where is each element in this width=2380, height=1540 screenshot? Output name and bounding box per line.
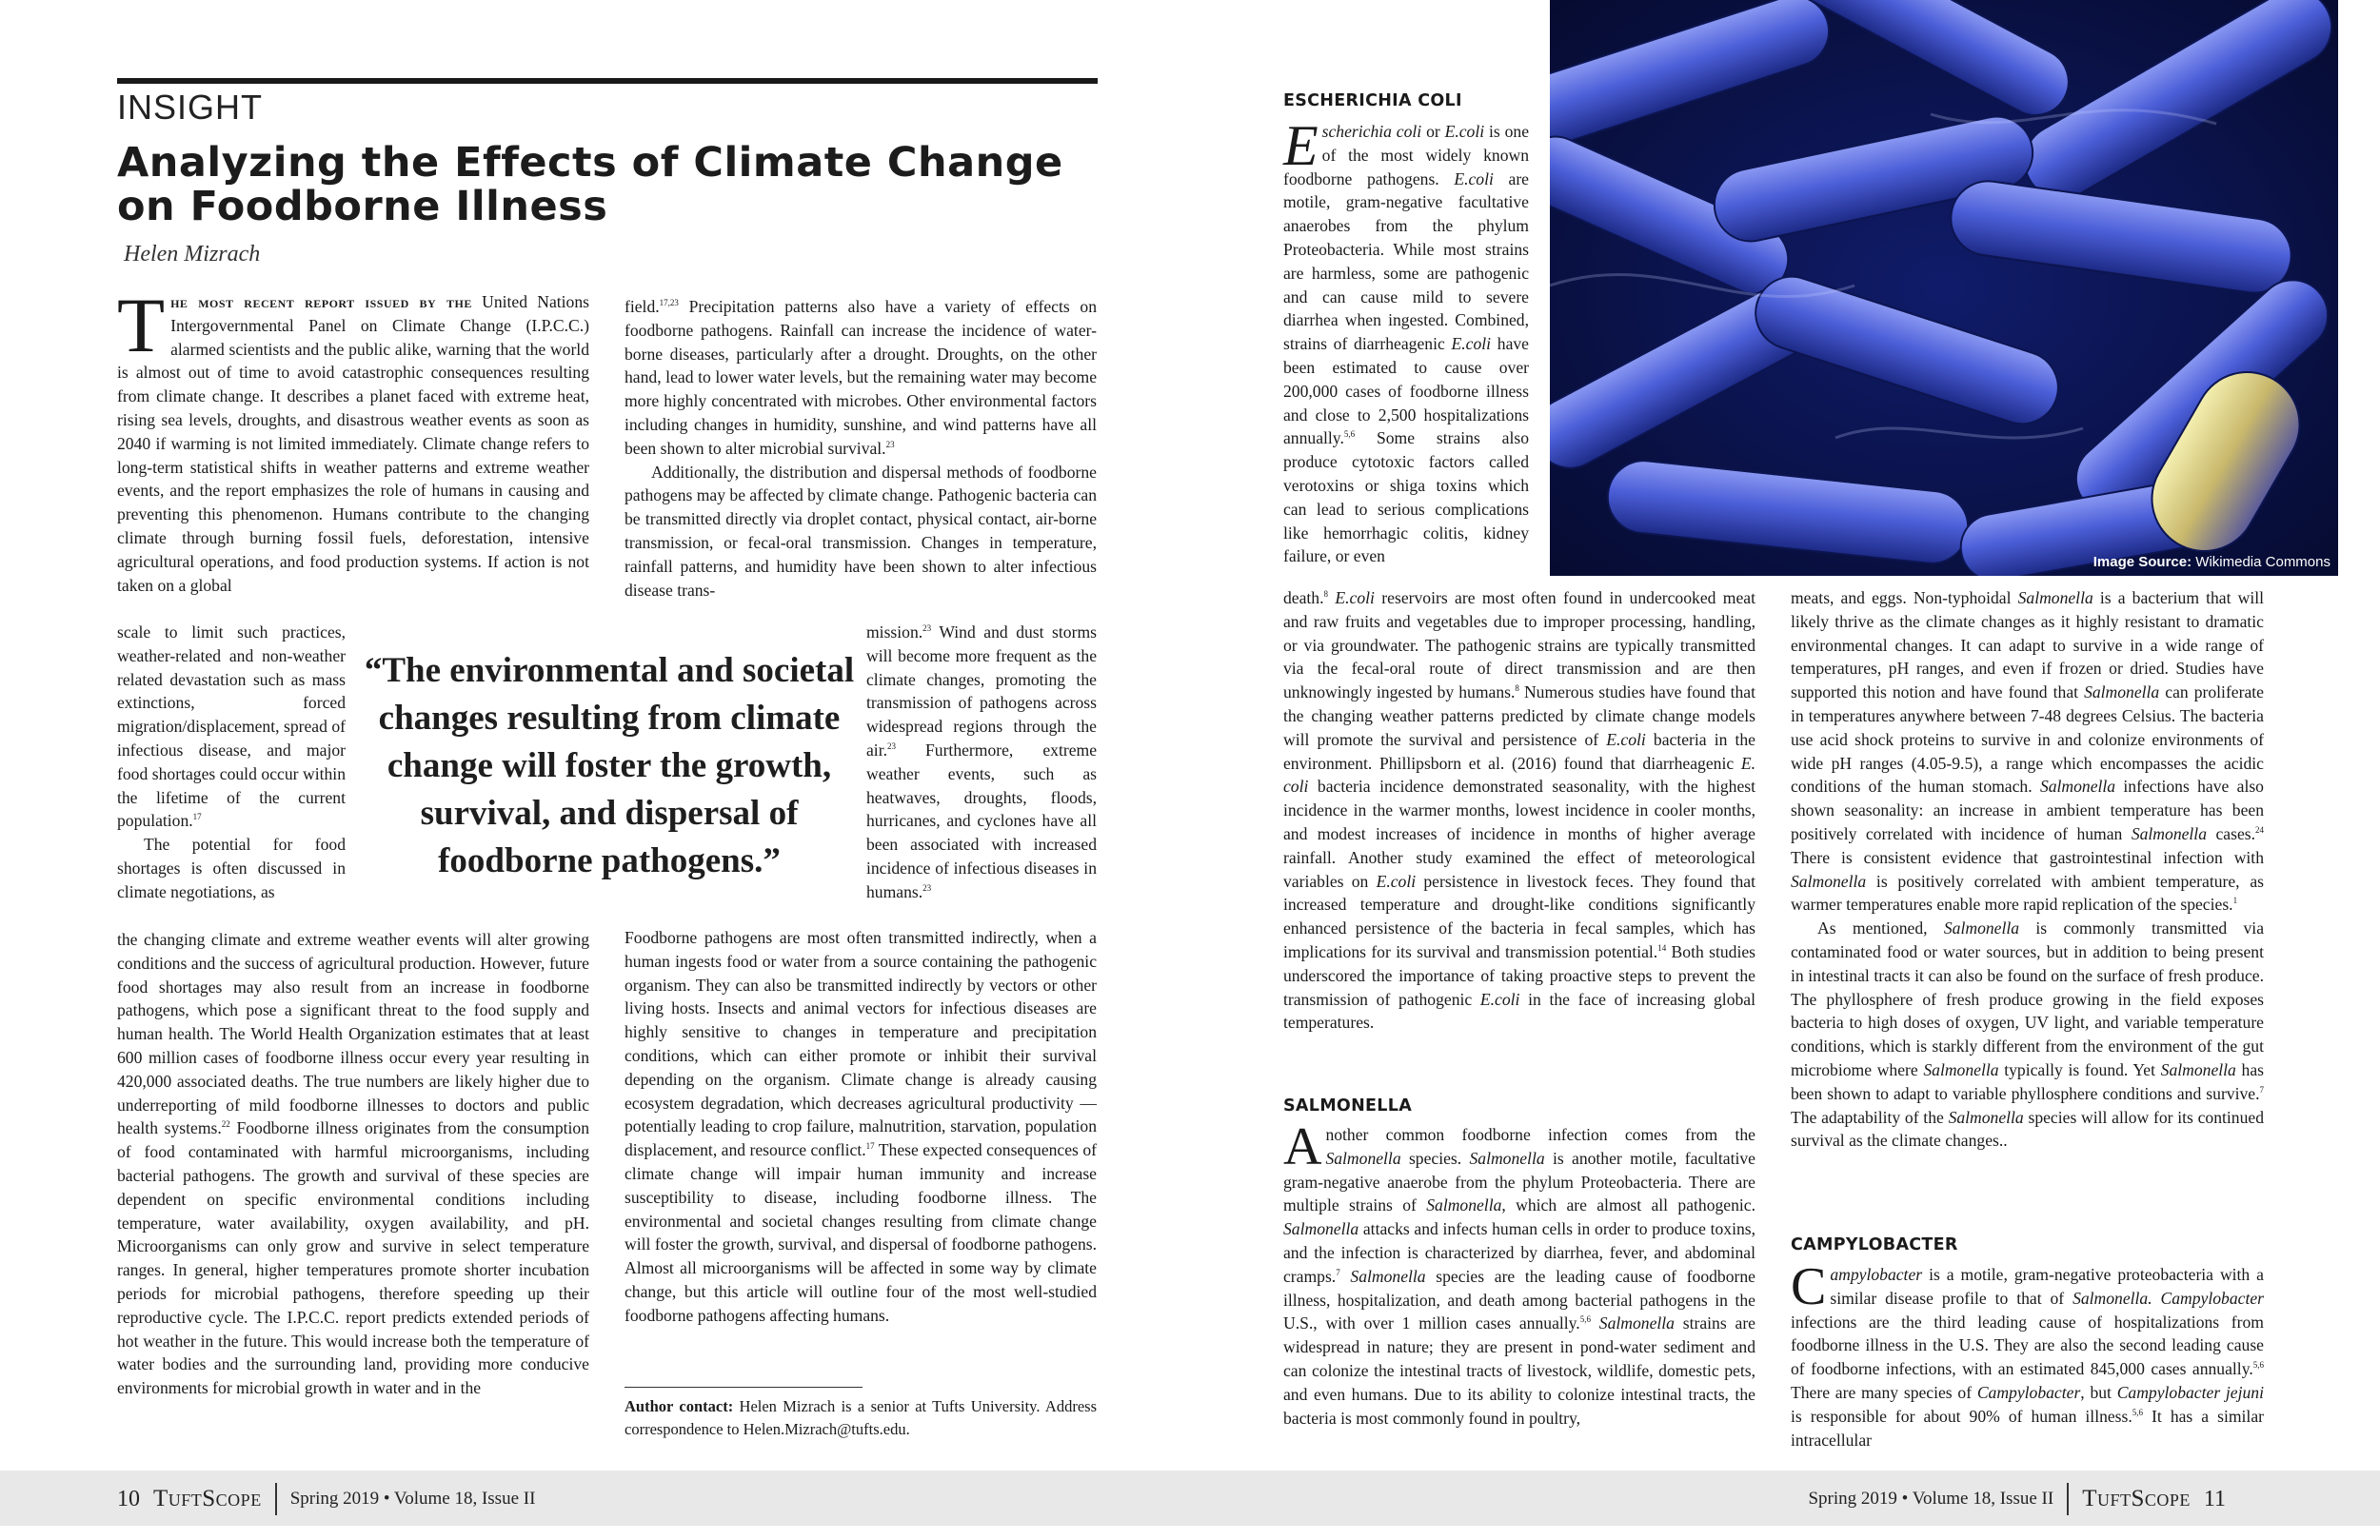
author-contact-text: Helen Mizrach is a senior at Tufts University. Address correspondence to Helen.Mizrach@tufts.edu. <box>625 1397 1097 1438</box>
article-title: Analyzing the Effects of Climate Change on Foodborne Illness <box>117 139 1063 230</box>
header-rule <box>117 78 1098 84</box>
salmonella-column-2: meats, and eggs. Non-typhoidal Salmonella is a bacterium that will likely thrive as the climate changes as it highly resistant to dramatic environmental changes. It can adapt to survive in a wide range of temperatures, pH ranges, and even if frozen or dried. Studies have supported this notion and have found that Salmonella can proliferate in temperatures anywhere between 7-48 degrees Celsius. The bacteria use acid shock proteins to survive in and colonize environments of wide pH ranges (4.05-9.5), a range which encompasses the acidic conditions of the human stomach. Salmonella infections have also shown seasonality: an increase in ambient temperature has been positively correlated with incidence of human Salmonella cases.$^{24}$ There is consistent evidence that gastrointestinal infection with Salmonella is positively correlated with ambient temperature, as warmer temperatures enable more rapid replication of the species.$^1$ As mentioned, Salmonella is commonly transmitted via contaminated food or water sources, but in addition to being present in intestinal tracts it can also be found on the surface of fresh produce. The phyllosphere of fresh produce growing in the field exposes bacteria to high doses of oxygen, UV light, and variable temperature conditions, which is starkly different from the environment of the gut microbiome where Salmonella typically is found. Yet Salmonella has been shown to adapt to variable phyllosphere conditions and survive.$^7$ The adaptability of the Salmonella species will allow for its continued survival as the climate changes.. <box>1791 588 2265 1151</box>
image-source-credit <box>2093 554 2330 570</box>
issue-right: Spring 2019 • Volume 18, Issue II <box>1808 1489 2054 1509</box>
left-column-1: The most recent report issued by the United Nations Intergovernmental Panel on Climate Change (I.P.C.C.) alarmed scientists and the public alike, warning that the world is almost out of time to avoid catastrophic consequences resulting from climate change. It describes a planet faced with extreme heat, rising sea levels, droughts, and disastrous weather events as soon as 2040 if warming is not limited immediately. Climate change refers to long-term statistical shifts in weather patterns and extreme weather events, and the report emphasizes the role of humans in causing and preventing this phenomenon. Humans contribute to the changing climate through burning fossil fuels, deforestation, intensive agricultural operations, and food production systems. If action is not taken on a global <box>117 282 589 595</box>
drop-cap-a: A <box>1283 1117 1322 1176</box>
heading-salmonella: SALMONELLA <box>1283 1096 1413 1116</box>
left-column-2-wrap: mission.$^{23}$ Wind and dust storms will become more frequent as the climate changes, promoting the transmission of pathogens across widespread regions through the air.$^{23}$ Furthermore, extreme weather events, such as heatwaves, droughts, floods, hurricanes, and cyclones have all been associated with increased incidence of infectious diseases in humans.$^{23}$ <box>866 622 1097 901</box>
pull-quote: “The environmental and societal changes resulting from climate change will foster the growth, survival, and dispersal of foodborne pathogens.” <box>364 651 855 880</box>
drop-cap: T <box>117 282 166 368</box>
issue-left: Spring 2019 • Volume 18, Issue II <box>289 1489 536 1509</box>
ecoli-column-top: Escherichia coli or E.coli is one of the most widely known foodborne pathogens. E.coli are motile, gram-negative facultative anaerobes from the phylum Proteobacteria. While most strains are harmless, some are pathogenic and can cause mild to severe diarrhea when ingested. Combined, strains of diarrheagenic E.coli have been estimated to cause over 200,000 cases of foodborne illness and close to 2,500 hospitalizations annually.$^{5,6}$ Some strains also produce cytotoxic factors called verotoxins or shiga toxins which can lead to serious complications like hemorrhagic colitis, kidney failure, or even <box>1283 114 1529 566</box>
brand-right: TuftScope <box>2082 1486 2191 1511</box>
heading-campylobacter: CAMPYLOBACTER <box>1791 1235 1958 1254</box>
campylobacter-column: Campylobacter is a motile, gram-negative proteobacteria with a similar disease profile to that of Salmonella. Campylobacter infections are the third leading cause of hospitalizations from foodborne illness in the U.S. They are also the second leading cause of foodborne infections, with an estimated 845,000 cases annually.$^{5,6}$ There are many species of Campylobacter, but Campylobacter jejuni is responsible for about 90% of human illness.$^{5,6}$ It has a similar intracellular <box>1791 1257 2264 1450</box>
drop-cap-e: E <box>1283 114 1319 177</box>
author-contact-label: Author contact: <box>625 1397 734 1415</box>
image-source-label: Image Source: <box>2092 554 2192 570</box>
left-column-2: field.$^{17,23}$ Precipitation patterns also have a variety of effects on foodborne pathogens. Rainfall can increase the incidence of water-borne diseases, particularly after a drought. Droughts, on the other hand, lead to lower water levels, but the remaining water may become more highly concentrated with microbes. Other environmental factors including changes in humidity, sunshine, and wind patterns have all been shown to alter microbial survival.$^{23}$ Additionally, the distribution and dispersal methods of foodborne pathogens may be affected by climate change. Pathogenic bacteria can be transmitted directly via droplet contact, physical contact, air-borne transmission, or fecal-oral transmission. Changes in temperature, rainfall patterns, and humidity have been shown to alter infectious disease trans- <box>625 297 1097 600</box>
footer-separator-right <box>2067 1483 2069 1515</box>
heading-ecoli: ESCHERICHIA COLI <box>1283 91 1462 110</box>
ecoli-micrograph <box>1550 0 2338 576</box>
left-column-1-wrap: scale to limit such practices, weather-related and non-weather related devastation such as mass extinctions, forced migration/displacement, spread of infectious disease, and major food shortages could occur within the lifetime of the current population.$^{17}$ The potential for food shortages is often discussed in climate negotiations, as <box>117 622 346 901</box>
section-label: INSIGHT <box>117 88 264 127</box>
ecoli-column-bottom: death.$^8$ E.coli reservoirs are most often found in undercooked meat and raw fruits and vegetables due to improper processing, handling, or via groundwater. The pathogenic strains are typically transmitted via the fecal-oral route of direct transmission and are then unknowingly ingested by humans.$^8$ Numerous studies have found that the changing weather patterns predicted by climate change models will promote the survival and persistence of E.coli bacteria in the environment. Phillipsborn et al. (2016) found that diarrheagenic E. coli bacteria incidence demonstrated seasonality, with the highest incidence in the warmer months, lowest incidence in cooler months, and modest increases of incidence in months of higher average rainfall. Another study examined the effect of meteorological variables on E.coli persistence in livestock feces. They found that increased temperature and drought-like conditions significantly enhanced persistence of the bacteria in fecal samples, which has implications for its survival and transmission potential.$^{14}$ Both studies underscored the importance of taking proactive steps to prevent the transmission of pathogenic E.coli in the face of increasing global temperatures. <box>1283 588 1755 1033</box>
left-column-1-bottom: the changing climate and extreme weather events will alter growing conditions and the success of agricultural production. However, future food shortages may also result from an increase in foodborne pathogens, which pose a significant threat to the food supply and human health. The World Health Organization estimates that at least 600 million cases of foodborne illness occur every year resulting in 420,000 associated deaths. The true numbers are likely higher due to underreporting of mild foodborne illnesses to doctors and public health systems.$^{22}$ Foodborne illness originates from the consumption of food contaminated with harmful microorganisms, including bacterial pathogens. The growth and survival of these species are dependent on specific environmental conditions including temperature, water availability, oxygen availability, and pH. Microorganisms can only grow and survive in select temperature ranges. In general, higher temperatures promote shorter incubation periods for microbial pathogens, therefore speeding up their reproductive cycle. The I.P.C.C. report predicts extended periods of hot weather in the future. This would increase both the temperature of water bodies and the surrounding land, providing more conducive environments for microbial growth in water and in the <box>117 930 589 1398</box>
salmonella-column-1: Another common foodborne infection comes from the Salmonella species. Salmonella is another motile, facultative gram-negative anaerobe from the phylum Proteobacteria. There are multiple strains of Salmonella, which are almost all pathogenic. Salmonella attacks and infects human cells in order to produce toxins, and the infection is characterized by diarrhea, fever, and abdominal cramps.$^7$ Salmonella species are the leading cause of foodborne illness, hospitalization, and death among bacterial pathogens in the U.S., with over 1 million cases annually.$^{5,6}$ Salmonella strains are widespread in nature; they are present in pond-water sediment and can colonize the intestinal tracts of livestock, wildlife, domestic pets, and even humans. Due to its ability to colonize intestinal tracts, the bacteria is most commonly found in poultry, <box>1283 1117 1755 1428</box>
author-contact-rule <box>625 1387 863 1388</box>
page-number-right: 11 <box>2203 1486 2226 1511</box>
author-contact <box>625 1395 1097 1441</box>
author-byline: Helen Mizrach <box>124 242 261 267</box>
image-source-value: Wikimedia Commons <box>2195 554 2330 570</box>
bacteria-illustration <box>1550 0 2338 576</box>
brand-left: TuftScope <box>153 1486 262 1511</box>
footer-right <box>1808 1483 2226 1515</box>
page-number-left: 10 <box>117 1486 140 1511</box>
left-column-2-bottom: Foodborne pathogens are most often transmitted indirectly, when a human ingests food or water from a source containing the pathogenic organism. They can also be transmitted indirectly by vectors or other living hosts. Insects and animal vectors for infectious diseases are highly sensitive to changes in temperature and precipitation conditions, which can either promote or inhibit their survival depending on the organism. Climate change is already causing ecosystem degradation, which decreases agricultural productivity — potentially leading to crop failure, malnutrition, starvation, population displacement, and resource conflict.$^{17}$ These expected consequences of climate change will impair human immunity and increase susceptibility to disease, including foodborne illness. The environmental and societal changes resulting from climate change will foster the growth, survival, and dispersal of foodborne pathogens. Almost all microorganisms will be affected in some way by climate change, but this article will outline four of the most well-studied foodborne pathogens affecting humans. <box>625 928 1097 1325</box>
footer-left <box>117 1483 535 1515</box>
drop-cap-c: C <box>1791 1257 1827 1316</box>
footer-separator-left <box>275 1483 277 1515</box>
